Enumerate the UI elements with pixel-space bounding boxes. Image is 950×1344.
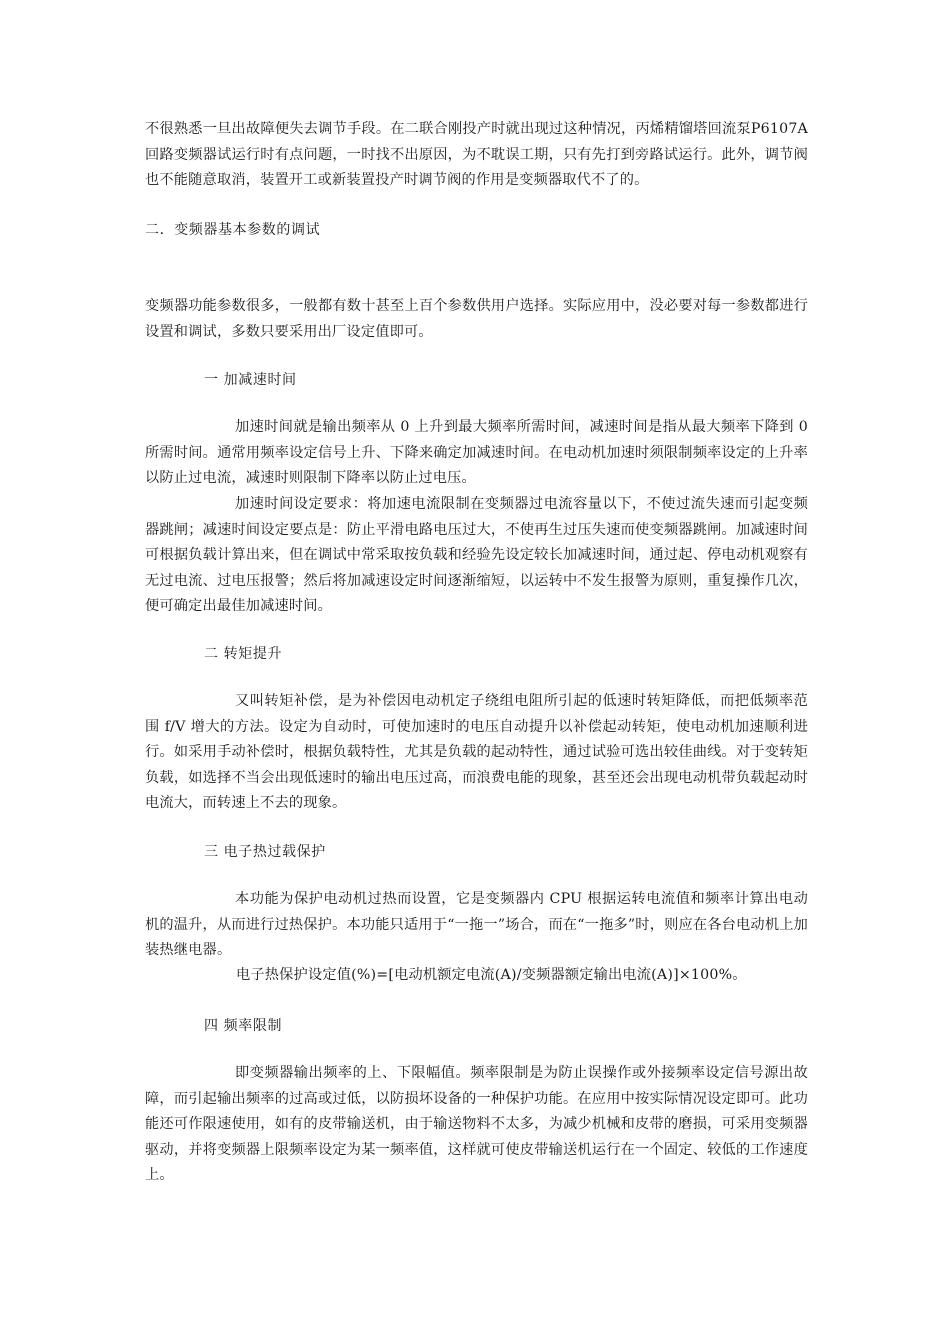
thermal-overload-paragraph: 本功能为保护电动机过热而设置，它是变频器内 CPU 根据运转电流值和频率计算出电动机的温升，从而进行过热保护。本功能只适用于“一拖一”场合，而在“一拖多”时，则应在各台电动机上加装热继电器。 [145,891,808,958]
torque-boost-paragraph: 又叫转矩补偿，是为补偿因电动机定子绕组电阻所引起的低速时转矩降低，而把低频率范围 f/V 增大的方法。设定为自动时，可使加速时的电压自动提升以补偿起动转矩，使电动机加速顺利进行。如采用手动补偿时，根据负载特性，尤其是负载的起动特性，通过试验可选出较佳曲线。对于变转矩负载，如选择不当会出现低速时的输出电压过高，而浪费电能的现象，甚至还会出现电动机带负载起动时电流大，而转速上不去的现象。 [145,693,808,811]
subsection-heading-accel-decel-time: 一 加减速时间 [204,372,297,388]
subsection-heading-torque-boost: 二 转矩提升 [204,646,283,662]
intro-paragraph: 不很熟悉一旦出故障便失去调节手段。在二联合刚投产时就出现过这种情况，丙烯精馏塔回流泵P6107A回路变频器试运行时有点问题，一时找不出原因，为不耽误工期，只有先打到旁路试运行。此外，调节阀也不能随意取消，装置开工或新装置投产时调节阀的作用是变频器取代不了的。 [145,121,808,188]
subsection-heading-frequency-limit: 四 频率限制 [204,1018,283,1034]
accel-decel-paragraph-1: 加速时间就是输出频率从 0 上升到最大频率所需时间，减速时间是指从最大频率下降到 0 所需时间。通常用频率设定信号上升、下降来确定加减速时间。在电动机加速时须限制频率设定的上升率以防止过电流，减速时则限制下降率以防止过电压。 [145,419,808,486]
section-heading: 二．变频器基本参数的调试 [145,222,321,238]
subsection-heading-thermal-overload: 三 电子热过载保护 [204,844,326,860]
thermal-protection-formula: 电子热保护设定值(%)=[电动机额定电流(A)/变频器额定输出电流(A)]×100%。 [236,967,747,983]
section-intro-paragraph: 变频器功能参数很多，一般都有数十甚至上百个参数供用户选择。实际应用中，没必要对每一参数都进行设置和调试，多数只要采用出厂设定值即可。 [145,298,808,340]
frequency-limit-paragraph: 即变频器输出频率的上、下限幅值。频率限制是为防止误操作或外接频率设定信号源出故障，而引起输出频率的过高或过低，以防损坏设备的一种保护功能。在应用中按实际情况设定即可。此功能还可作限速使用，如有的皮带输送机，由于输送物料不太多，为减少机械和皮带的磨损，可采用变频器驱动，并将变频器上限频率设定为某一频率值，这样就可使皮带输送机运行在一个固定、较低的工作速度上。 [145,1065,808,1183]
accel-decel-paragraph-2: 加速时间设定要求：将加速电流限制在变频器过电流容量以下，不使过流失速而引起变频器跳闸；减速时间设定要点是：防止平滑电路电压过大，不使再生过压失速而使变频器跳闸。加减速时间可根据负载计算出来，但在调试中常采取按负载和经验先设定较长加减速时间，通过起、停电动机观察有无过电流、过电压报警；然后将加减速设定时间逐渐缩短，以运转中不发生报警为原则，重复操作几次，便可确定出最佳加减速时间。 [145,496,808,614]
